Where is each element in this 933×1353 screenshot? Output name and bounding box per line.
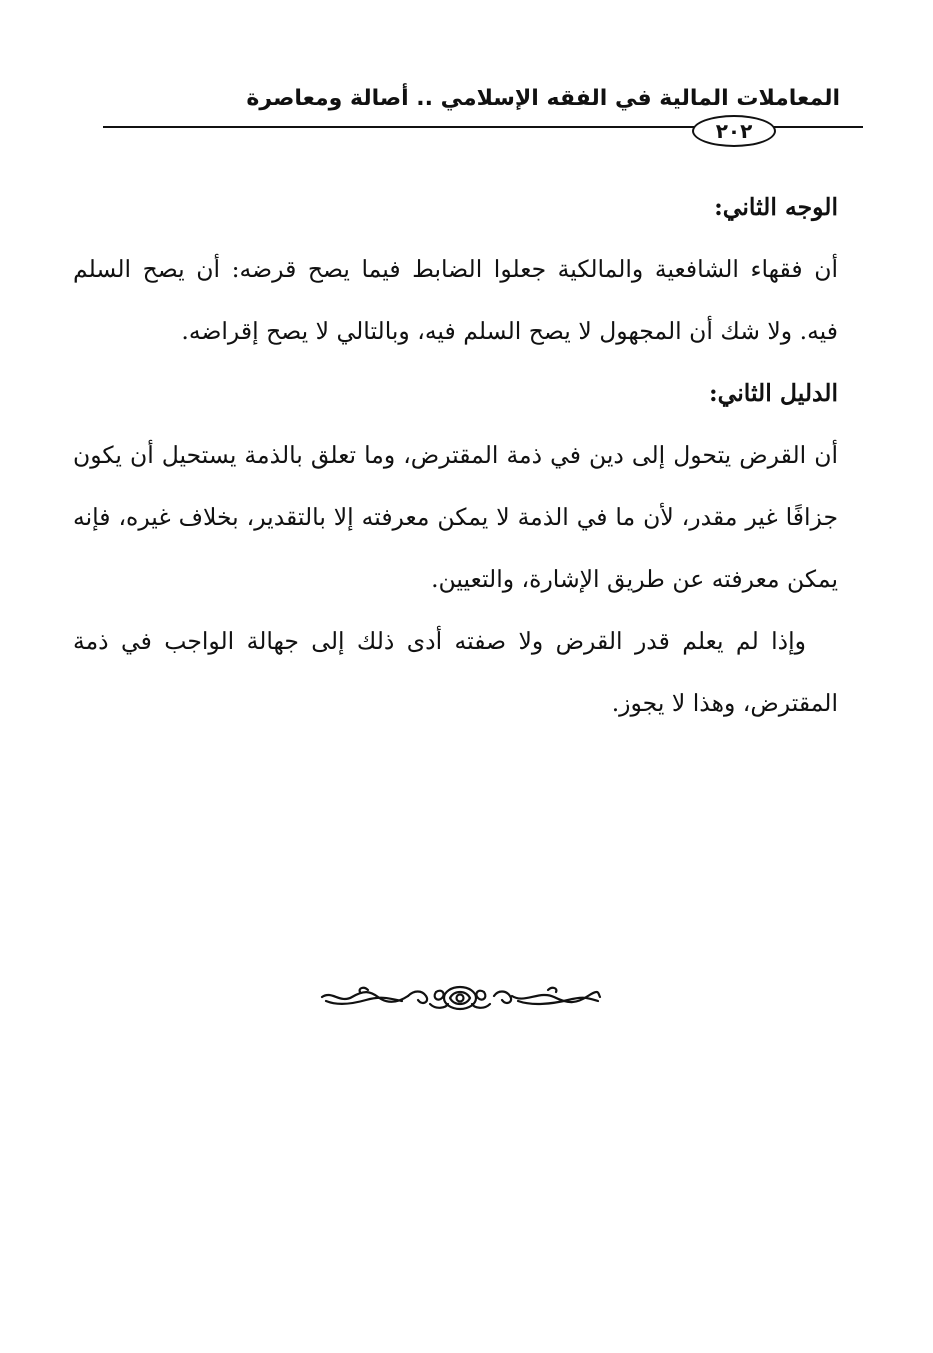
page-number-label: ٢٠٢ (715, 119, 753, 143)
paragraph-first: أن فقهاء الشافعية والمالكية جعلوا الضابط فيما يصح قرضه: أن يصح السلم فيه. ولا شك أن المجهول لا يصح السلم فيه، وبالتالي لا يصح إقراضه. (73, 255, 838, 345)
page-number (692, 115, 776, 147)
section-heading-first: الوجه الثاني: (714, 193, 838, 221)
main-text (73, 176, 838, 734)
paragraph-second: أن القرض يتحول إلى دين في ذمة المقترض، وما تعلق بالذمة يستحيل أن يكون جزافًا غير مقدر، لأن ما في الذمة لا يمكن معرفته إلا بالتقدير، بخلاف غيره، فإنه يمكن معرفته عن طريق الإشارة، والتعيين. (73, 441, 838, 593)
section-heading-second: الدليل الثاني: (709, 379, 838, 407)
running-header-title: المعاملات المالية في الفقه الإسلامي .. أصالة ومعاصرة (246, 86, 840, 111)
paragraph-third: وإذا لم يعلم قدر القرض ولا صفته أدى ذلك إلى جهالة الواجب في ذمة المقترض، وهذا لا يجوز. (73, 627, 838, 717)
decorative-divider-icon (318, 984, 603, 1014)
